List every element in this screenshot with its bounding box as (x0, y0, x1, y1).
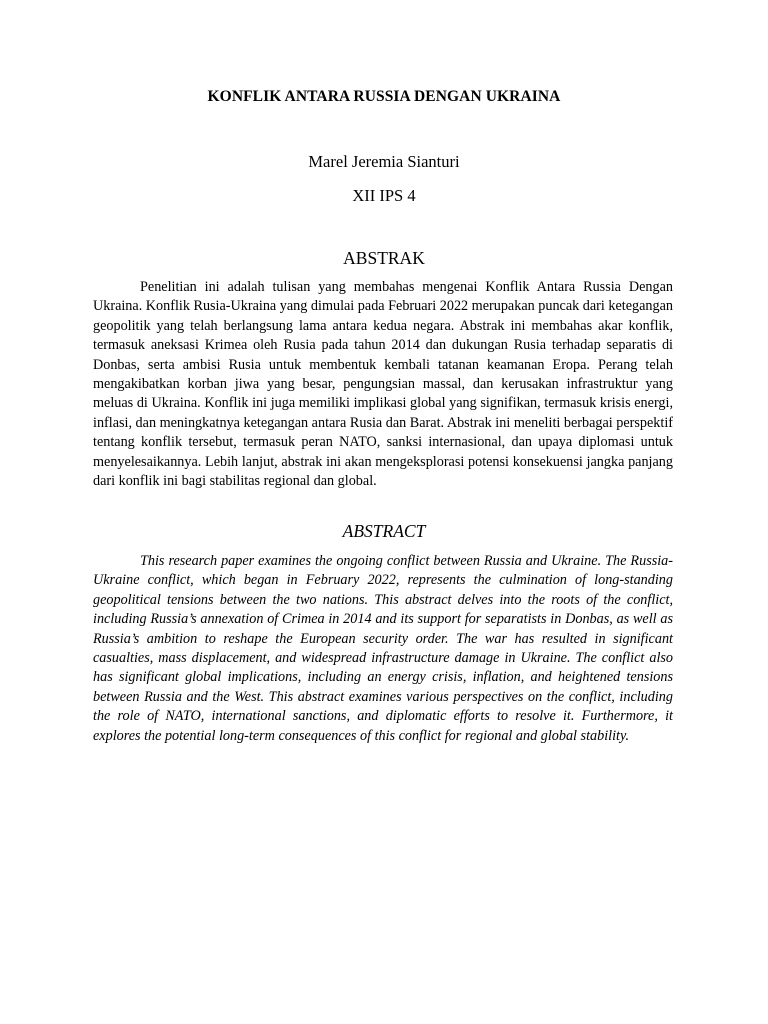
document-title: KONFLIK ANTARA RUSSIA DENGAN UKRAINA (207, 88, 561, 105)
author-name: Marel Jeremia Sianturi (308, 152, 460, 171)
abstrak-heading: ABSTRAK (343, 248, 425, 268)
abstract-paragraph: This research paper examines the ongoing conflict between Russia and Ukraine. The Russia-Ukraine conflict, which began in February 2022, represents the culmination of long-standing geopolitical tensions between the two nations. This abstract delves into the roots of the conflict, including Russia’s annexation of Crimea in 2014 and its support for separatists in Donbas, as well as Russia’s ambition to reshape the European security order. The war has resulted in significant casualties, mass displacement, and widespread infrastructure damage in Ukraine. The conflict also has significant global implications, including an energy crisis, inflation, and heightened tensions between Russia and the West. This abstract examines various perspectives on the conflict, including the role of NATO, international sanctions, and diplomatic efforts to resolve it. Furthermore, it explores the potential long-term consequences of this conflict for regional and global stability. (93, 553, 673, 744)
abstrak-paragraph: Penelitian ini adalah tulisan yang membahas mengenai Konflik Antara Russia Dengan Ukraina. Konflik Rusia-Ukraina yang dimulai pada Februari 2022 merupakan puncak dari ketegangan geopolitik yang telah berlangsung lama antara kedua negara. Abstrak ini membahas akar konflik, termasuk aneksasi Krimea oleh Rusia pada tahun 2014 dan dukungan Rusia terhadap separatis di Donbas, serta ambisi Rusia untuk membentuk kembali tatanan keamanan Eropa. Perang telah mengakibatkan korban jiwa yang besar, pengungsian massal, dan kerusakan infrastruktur yang meluas di Ukraina. Konflik ini juga memiliki implikasi global yang signifikan, termasuk krisis energi, inflasi, dan meningkatnya ketegangan antara Rusia dan Barat. Abstrak ini meneliti berbagai perspektif tentang konflik tersebut, termasuk peran NATO, sanksi internasional, dan upaya diplomasi untuk menyelesaikannya. Lebih lanjut, abstrak ini akan mengeksplorasi potensi konsekuensi jangka panjang dari konflik ini bagi stabilitas regional dan global. (93, 279, 673, 490)
author-class: XII IPS 4 (352, 186, 416, 205)
abstract-heading: ABSTRACT (342, 521, 426, 541)
